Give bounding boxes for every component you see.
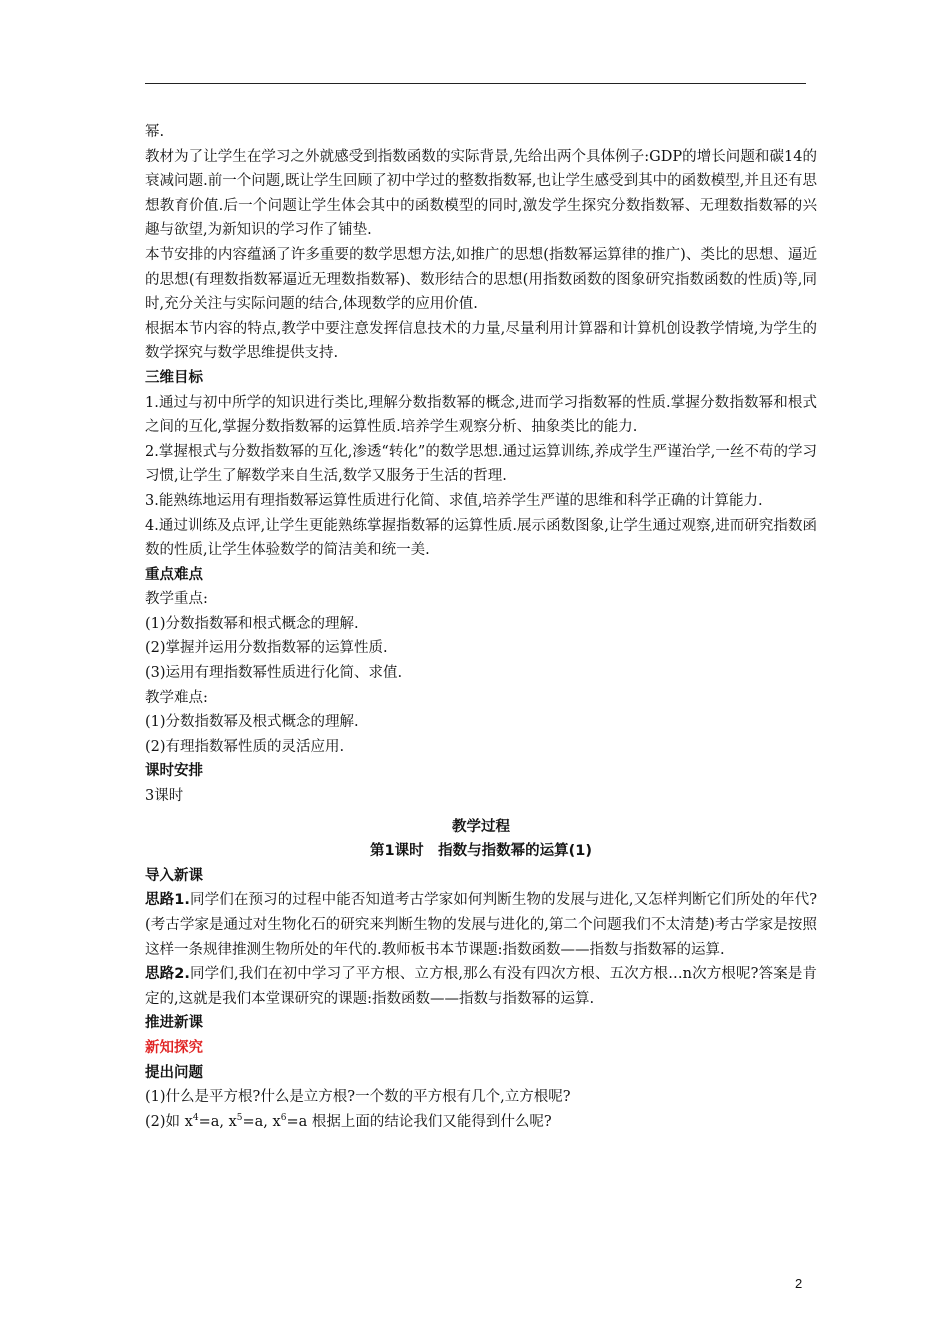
intro-lesson-heading: 导入新课 xyxy=(145,867,203,884)
difficulty-item-2: (2)有理指数幂性质的灵活应用. xyxy=(145,738,345,755)
process-title: 教学过程 xyxy=(452,818,510,835)
goal-item-1: 1.通过与初中所学的知识进行类比,理解分数指数幂的概念,进而学习指数幂的性质.掌握分数指数幂和根式之间的互化,掌握分数指数幂的运算性质.培养学生观察分析、抽象类比的能力. xyxy=(145,394,817,436)
goal-item-3: 3.能熟练地运用有理指数幂运算性质进行化简、求值,培养学生严谨的思维和科学正确的计算能力. xyxy=(145,492,763,509)
question-heading: 提出问题 xyxy=(145,1064,203,1081)
idea-2-label: 思路2. xyxy=(145,966,190,983)
question-2-mid-1: =a, x xyxy=(198,1113,237,1130)
document-body xyxy=(145,120,817,1134)
lesson-title: 第1课时 指数与指数幂的运算(1) xyxy=(370,843,592,860)
focus-item-2: (2)掌握并运用分数指数幂的运算性质. xyxy=(145,640,388,657)
page-number: 2 xyxy=(795,1276,803,1291)
focus-label: 教学重点: xyxy=(145,591,208,608)
intro-paragraph-2: 本节安排的内容蕴涵了许多重要的数学思想方法,如推广的思想(指数幂运算律的推广)、类比的思想、逼近的思想(有理数指数幂逼近无理数指数幂)、数形结合的思想(用指数函数的图象研究指数函数的性质)等,同时,充分关注与实际问题的结合,体现数学的应用价值. xyxy=(145,246,817,313)
idea-2-paragraph xyxy=(145,962,817,1011)
question-2 xyxy=(145,1110,817,1135)
question-2-prefix: (2)如 x xyxy=(145,1113,193,1130)
advance-heading: 推进新课 xyxy=(145,1015,203,1032)
goals-heading: 三维目标 xyxy=(145,369,203,386)
schedule-heading: 课时安排 xyxy=(145,763,203,780)
exponent-3: 6 xyxy=(280,1112,287,1123)
goal-item-2: 2.掌握根式与分数指数幂的互化,渗透“转化”的数学思想.通过运算训练,养成学生严谨治学,一丝不苟的学习习惯,让学生了解数学来自生活,数学又服务于生活的哲理. xyxy=(145,443,817,485)
question-2-suffix: =a 根据上面的结论我们又能得到什么呢? xyxy=(286,1113,552,1130)
question-2-mid-2: =a, x xyxy=(242,1113,281,1130)
exponent-2: 5 xyxy=(236,1112,243,1123)
difficulty-item-1: (1)分数指数幂及根式概念的理解. xyxy=(145,714,359,731)
focus-item-3: (3)运用有理指数幂性质进行化简、求值. xyxy=(145,665,403,682)
idea-1-paragraph xyxy=(145,888,817,962)
focus-item-1: (1)分数指数幂和根式概念的理解. xyxy=(145,615,359,632)
key-points-heading: 重点难点 xyxy=(145,566,203,583)
idea-1-text: 同学们在预习的过程中能否知道考古学家如何判断生物的发展与进化,又怎样判断它们所处的年代?(考古学家是通过对生物化石的研究来判断生物的发展与进化的,第二个问题我们不太清楚)考古学家是按照这样一条规律推测生物所处的年代的.教师板书本节课题:指数函数——指数与指数幂的运算. xyxy=(145,892,817,958)
idea-2-text: 同学们,我们在初中学习了平方根、立方根,那么有没有四次方根、五次方根…n次方根呢?答案是肯定的,这就是我们本堂课研究的课题:指数函数——指数与指数幂的运算. xyxy=(145,966,817,1007)
difficulty-label: 教学难点: xyxy=(145,689,208,706)
goal-item-4: 4.通过训练及点评,让学生更能熟练掌握指数幂的运算性质.展示函数图象,让学生通过观察,进而研究指数函数的性质,让学生体验数学的简洁美和统一美. xyxy=(145,517,817,559)
schedule-value: 3课时 xyxy=(145,788,184,805)
intro-paragraph-1: 教材为了让学生在学习之外就感受到指数函数的实际背景,先给出两个具体例子:GDP的增长问题和碳14的衰减问题.前一个问题,既让学生回顾了初中学过的整数指数幂,也让学生感受到其中的函数模型,并且还有思想教育价值.后一个问题让学生体会其中的函数模型的同时,激发学生探究分数指数幂、无理数指数幂的兴趣与欲望,为新知识的学习作了铺垫. xyxy=(145,148,817,239)
exponent-1: 4 xyxy=(192,1112,199,1123)
header-rule xyxy=(145,83,806,84)
explore-heading: 新知探究 xyxy=(145,1039,203,1056)
intro-paragraph-0: 幂. xyxy=(145,124,165,140)
idea-1-label: 思路1. xyxy=(145,892,190,909)
question-1: (1)什么是平方根?什么是立方根?一个数的平方根有几个,立方根呢? xyxy=(145,1089,571,1106)
intro-paragraph-3: 根据本节内容的特点,教学中要注意发挥信息技术的力量,尽量利用计算器和计算机创设教学情境,为学生的数学探究与数学思维提供支持. xyxy=(145,320,817,362)
